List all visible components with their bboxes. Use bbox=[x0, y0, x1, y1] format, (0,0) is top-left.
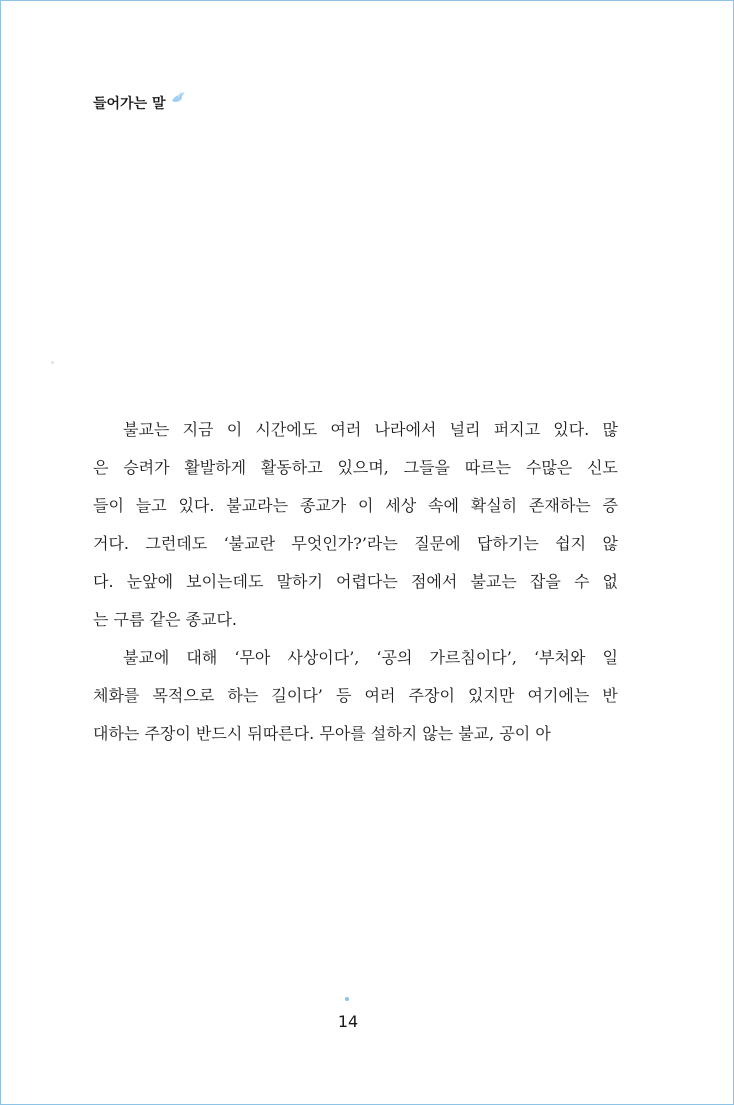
text-line: 은 승려가 활발하게 활동하고 있으며, 그들을 따르는 수많은 신도 bbox=[93, 458, 618, 477]
text-line: 는 구름 같은 종교다. bbox=[93, 610, 237, 629]
chapter-header bbox=[93, 93, 187, 113]
text-line: 대하는 주장이 반드시 뒤따른다. 무아를 설하지 않는 불교, 공이 아 bbox=[93, 724, 551, 743]
chapter-title: 들어가는 말 bbox=[93, 96, 166, 112]
text-line: 거다. 그런데도 ‘불교란 무엇인가?’라는 질문에 답하기는 쉽지 않 bbox=[93, 534, 618, 553]
paper-speck bbox=[51, 361, 54, 364]
text-line: 다. 눈앞에 보이는데도 말하기 어렵다는 점에서 불교는 잡을 수 없 bbox=[93, 572, 618, 591]
body-text bbox=[93, 419, 618, 761]
page-number-dot bbox=[345, 997, 349, 1001]
text-line: 들이 늘고 있다. 불교라는 종교가 이 세상 속에 확실히 존재하는 증 bbox=[93, 496, 618, 515]
bird-icon bbox=[169, 89, 187, 107]
text-line: 체화를 목적으로 하는 길이다’ 등 여러 주장이 있지만 여기에는 반 bbox=[93, 686, 618, 705]
text-line: 불교에 대해 ‘무아 사상이다’, ‘공의 가르침이다’, ‘부처와 일 bbox=[123, 648, 618, 667]
page-number: 14 bbox=[337, 1012, 359, 1031]
text-line: 불교는 지금 이 시간에도 여러 나라에서 널리 퍼지고 있다. 많 bbox=[123, 420, 618, 439]
